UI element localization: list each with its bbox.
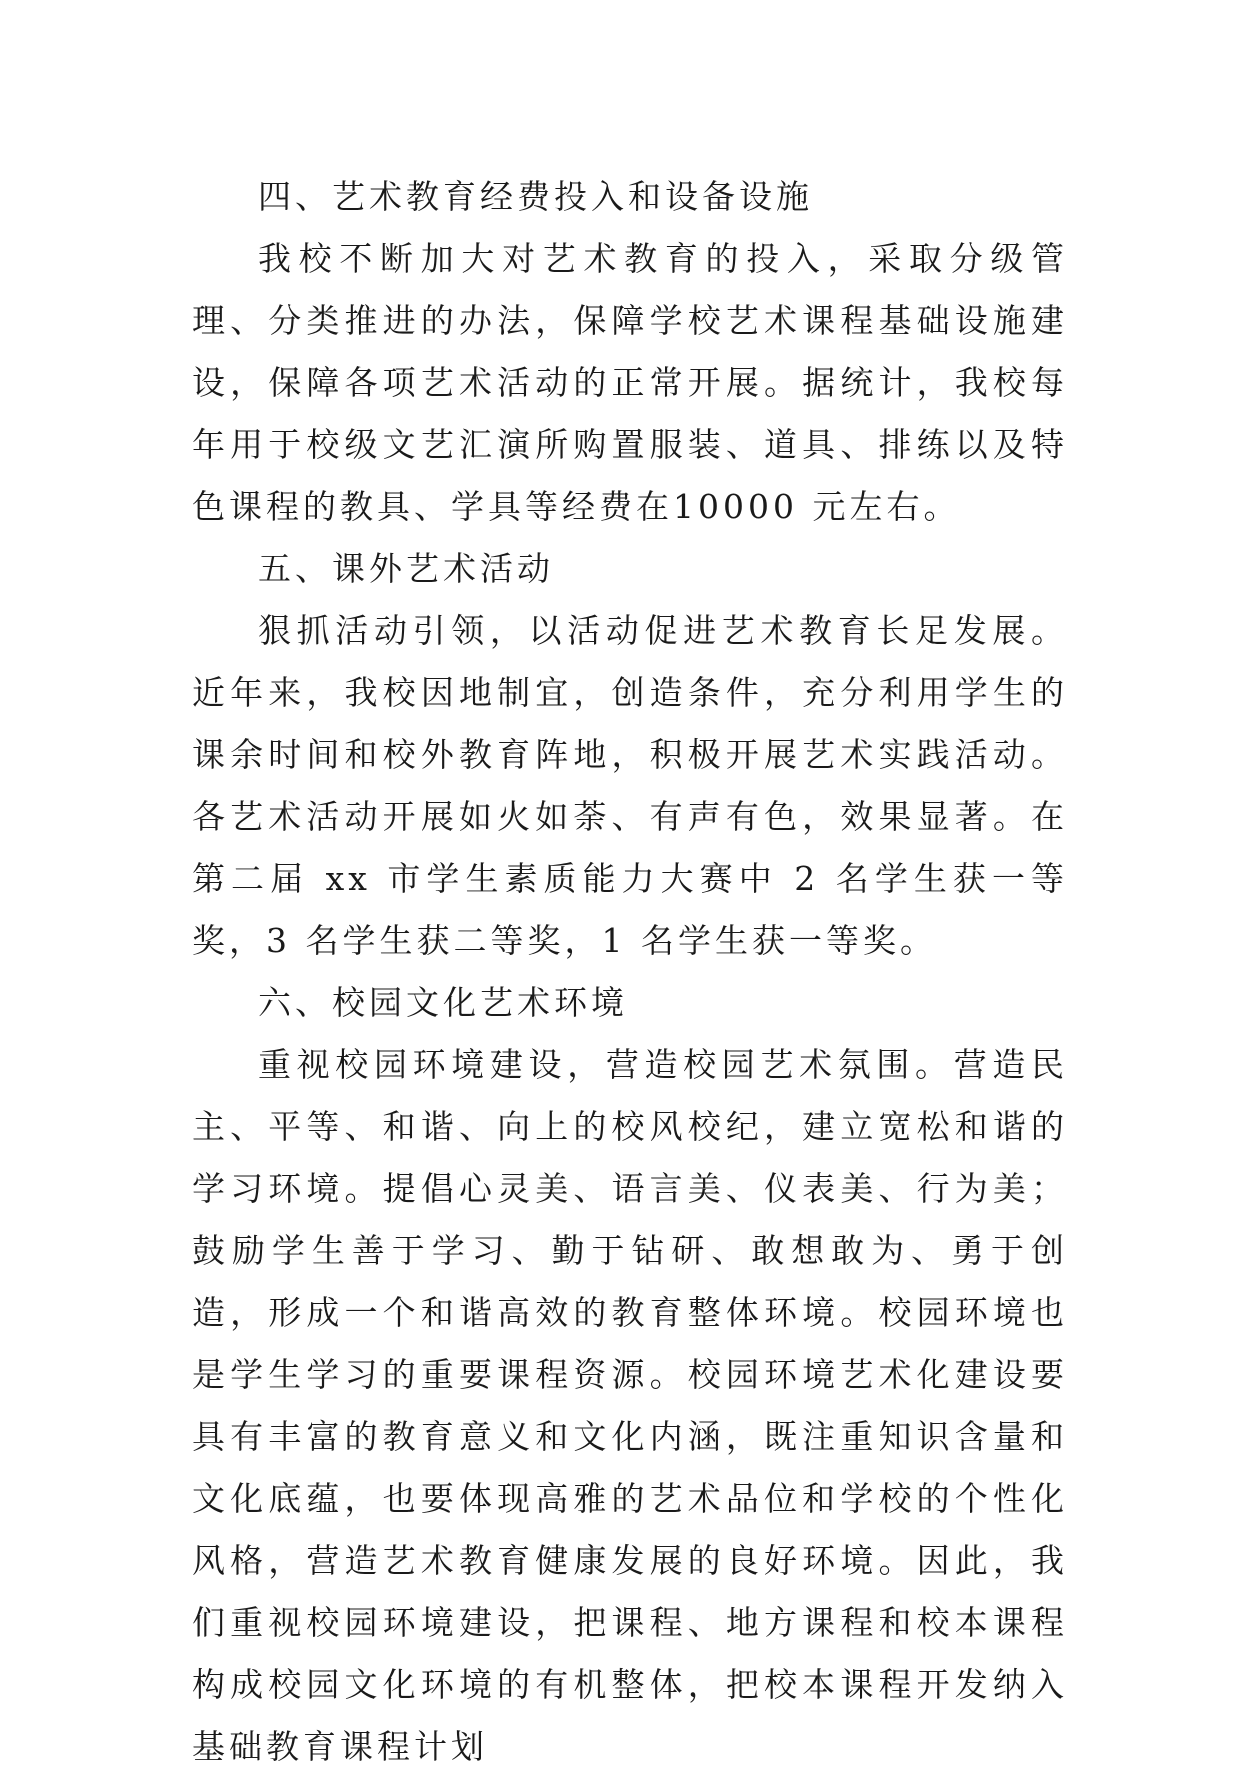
section-heading-5: 五、课外艺术活动 [258, 549, 554, 588]
document-body [192, 166, 1068, 1778]
section-heading-6: 六、校园文化艺术环境 [258, 983, 628, 1022]
body-paragraph: 狠抓活动引领，以活动促进艺术教育长足发展。近年来，我校因地制宜，创造条件，充分利用学生的课余时间和校外教育阵地，积极开展艺术实践活动。各艺术活动开展如火如荼、有声有色，效果显著。在第二届 xx 市学生素质能力大赛中 2 名学生获一等奖，3 名学生获二等奖，1 名学生获一等奖。 [192, 611, 1068, 960]
body-paragraph: 我校不断加大对艺术教育的投入，采取分级管理、分类推进的办法，保障学校艺术课程基础设施建设，保障各项艺术活动的正常开展。据统计，我校每年用于校级文艺汇演所购置服装、道具、排练以及特色课程的教具、学具等经费在10000 元左右。 [192, 239, 1068, 526]
body-paragraph: 重视校园环境建设，营造校园艺术氛围。营造民主、平等、和谐、向上的校风校纪，建立宽松和谐的学习环境。提倡心灵美、语言美、仪表美、行为美；鼓励学生善于学习、勤于钻研、敢想敢为、勇于创造，形成一个和谐高效的教育整体环境。校园环境也是学生学习的重要课程资源。校园环境艺术化建设要具有丰富的教育意义和文化内涵，既注重知识含量和文化底蕴，也要体现高雅的艺术品位和学校的个性化风格，营造艺术教育健康发展的良好环境。因此，我们重视校园环境建设，把课程、地方课程和校本课程构成校园文化环境的有机整体，把校本课程开发纳入基础教育课程计划 [192, 1045, 1068, 1766]
section-heading-4: 四、艺术教育经费投入和设备设施 [258, 177, 813, 216]
